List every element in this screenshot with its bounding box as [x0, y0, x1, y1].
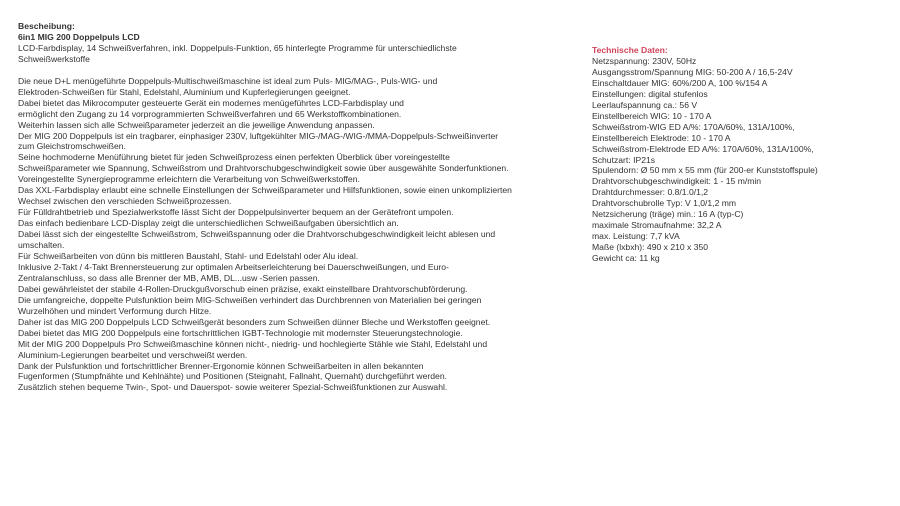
- spec-line: Maße (lxbxh): 490 x 210 x 350: [592, 242, 709, 253]
- description-line: Die neue D+L menügeführte Doppelpuls-Multischweißmaschine ist ideal zum Puls- MIG/MAG-, Puls-WIG- und: [18, 75, 438, 86]
- description-line: Aluminium-Legierungen bearbeitet und verschweißt werden.: [18, 349, 248, 360]
- description-line: Daher ist das MIG 200 Doppelpuls LCD Schweißgerät besonders zum Schweißen dünner Bleche und Werkstoffen geeignet.: [18, 316, 491, 327]
- spec-line: Gewicht ca: 11 kg: [592, 253, 660, 264]
- spec-line: Ausgangsstrom/Spannung MIG: 50-200 A / 16,5-24V: [592, 66, 793, 77]
- technical-data-section: [592, 45, 892, 264]
- spec-line: Spulendorn: Ø 50 mm x 55 mm (für 200-er Kunststoffspule): [592, 165, 818, 176]
- description-line: Mit der MIG 200 Doppelpuls Pro Schweißmaschine können nicht-, niedrig- und hochlegierte Stähle wie Stahl, Edelstahl und: [18, 338, 488, 349]
- description-line: Dabei bietet das MIG 200 Doppelpuls eine fortschrittlichen IGBT-Technologie mit modernster Steuerungstechnologie.: [18, 327, 463, 338]
- technical-data-list: [592, 56, 892, 264]
- spec-line: Netzsicherung (träge) min.: 16 A (typ-C): [592, 209, 744, 220]
- spec-line: Schweißstrom-WIG ED A/%: 170A/60%, 131A/100%,: [592, 121, 795, 132]
- spec-line: Einschaltdauer MIG: 60%/200 A, 100 %/154 A: [592, 77, 768, 88]
- description-body: [18, 76, 578, 394]
- description-line: Das XXL-Farbdisplay erlaubt eine schnelle Einstellungen der Schweißparameter und Hilfsfunktionen, sowie einen unkomplizierten: [18, 185, 512, 196]
- description-line: Weiterhin lassen sich alle Schweißparameter jederzeit an die jeweilige Anwendung anpassen.: [18, 119, 375, 130]
- technical-data-title: Technische Daten:: [592, 45, 668, 55]
- description-line: Dabei bietet das Mikrocomputer gesteuerte Gerät ein modernes menügeführtes LCD-Farbdisplay und: [18, 97, 404, 108]
- description-line: Wurzelhöhen und mindert Verformung durch Hitze.: [18, 305, 212, 316]
- description-line: Zentralanschluss, so dass alle Brenner der MB, AMB, DL...usw -Serien passen.: [18, 272, 320, 283]
- paragraph-spacer: [18, 65, 578, 76]
- description-line: Für Fülldrahtbetrieb und Spezialwerkstoffe lässt Sicht der Doppelpulsinverter bequem an der Gerätefront umpolen.: [18, 207, 454, 218]
- description-line: Voreingestellte Synergieprogramme erleichtern die Verarbeitung von Schweißwerkstoffen.: [18, 174, 360, 185]
- spec-line: Schweißstrom-Elektrode ED A/%: 170A/60%, 131A/100%,: [592, 143, 814, 154]
- description-line: Seine hochmoderne Menüführung bietet für jeden Schweißprozess einen perfekten Überblick über voreingestellte: [18, 152, 450, 163]
- spec-line: maximale Stromaufnahme: 32,2 A: [592, 220, 722, 231]
- product-title: 6in1 MIG 200 Doppelpuls LCD: [18, 31, 140, 42]
- description-line: Dabei lässt sich der eingestellte Schweißstrom, Schweißspannung oder die Drahtvorschubgeschwindigkeit leicht ablesen und: [18, 229, 496, 240]
- description-line: umschalten.: [18, 240, 65, 251]
- description-line: Elektroden-Schweißen für Stahl, Edelstahl, Aluminium und Kupferlegierungen geeignet.: [18, 86, 351, 97]
- description-line: ermöglicht den Zugang zu 14 vorprogrammierten Schweißverfahren und 65 Werkstoffkombinationen.: [18, 108, 402, 119]
- summary-line: LCD-Farbdisplay, 14 Schweißverfahren, inkl. Doppelpuls-Funktion, 65 hinterlegte Programme für unterschiedlichste: [18, 42, 457, 53]
- summary-line: Schweißwerkstoffe: [18, 53, 90, 64]
- description-line: Inklusive 2-Takt / 4-Takt Brennersteuerung zur optimalen Arbeitserleichterung bei Dauerschweißungen, und Euro-: [18, 261, 449, 272]
- description-line: Zusätzlich stehen bequeme Twin-, Spot- und Dauerspot- sowie weiterer Spezial-Schweißfunktionen zur Auswahl.: [18, 382, 448, 393]
- description-section: [18, 21, 578, 393]
- spec-line: Drahtvorschubgeschwindigkeit: 1 - 15 m/min: [592, 176, 762, 187]
- description-label: Bescheibung:: [18, 21, 75, 31]
- description-line: zum Gleichstromschweißen.: [18, 141, 126, 152]
- description-line: Fugenformen (Stumpfnähte und Kehlnähte) und Positionen (Steignaht, Fallnaht, Quernaht) durchgeführt werden.: [18, 371, 447, 382]
- description-line: Dabei gewährleistet der stabile 4-Rollen-Druckgußvorschub einen präzise, exakt einstellbare Drahtvorschubförderung.: [18, 283, 468, 294]
- spec-line: Leerlaufspannung ca.: 56 V: [592, 99, 698, 110]
- description-line: Die umfangreiche, doppelte Pulsfunktion beim MIG-Schweißen verhindert das Durchbrennen von Materialien bei geringen: [18, 294, 482, 305]
- spec-line: Schutzart: IP21s: [592, 154, 656, 165]
- description-line: Für Schweißarbeiten von dünn bis mittleren Baustahl, Stahl- und Edelstahl oder Alu ideal.: [18, 251, 359, 261]
- spec-line: Netzspannung: 230V, 50Hz: [592, 55, 697, 66]
- description-line: Schweißparameter wie Spannung, Schweißstrom und Drahtvorschubgeschwindigkeit sowie über ausgewählte Sonderfunktionen.: [18, 163, 509, 174]
- spec-line: Einstellbereich Elektrode: 10 - 170 A: [592, 132, 731, 143]
- spec-line: max. Leistung: 7,7 kVA: [592, 231, 680, 242]
- spec-line: Einstellungen: digital stufenlos: [592, 88, 708, 99]
- description-line: Der MIG 200 Doppelpuls ist ein tragbarer, einphasiger 230V, luftgekühlter MIG-/MAG-/WIG-/MMA-Doppelpuls-Schweißinverter: [18, 130, 499, 141]
- description-line: Dank der Pulsfunktion und fortschrittlicher Brenner-Ergonomie können Schweißarbeiten in allen bekannten: [18, 360, 424, 371]
- spec-line: Einstellbereich WIG: 10 - 170 A: [592, 110, 712, 121]
- description-line: Das einfach bedienbare LCD-Display zeigt die unterschiedlichen Schweißaufgaben übersichtlich an.: [18, 218, 399, 229]
- spec-line: Drahtvorschubrolle Typ: V 1,0/1,2 mm: [592, 198, 737, 209]
- spec-line: Drahtdurchmesser: 0.8/1.0/1,2: [592, 187, 709, 198]
- description-line: Wechsel zwischen den verschieden Schweißprozessen.: [18, 196, 232, 207]
